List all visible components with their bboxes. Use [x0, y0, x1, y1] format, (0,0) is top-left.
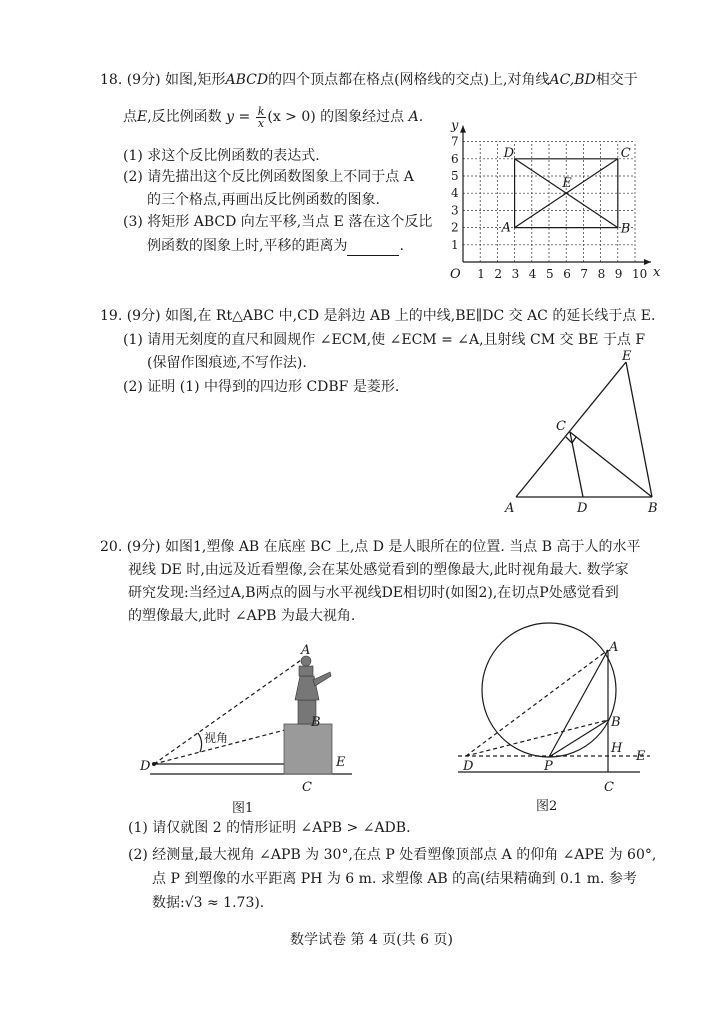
q19-stem-text: 如图,在 Rt△ABC 中,CD 是斜边 AB 上的中线,BE∥DC 交 AC 的延长线于点 E.	[165, 308, 656, 324]
label-P: P	[544, 759, 553, 774]
q18-frac-den: x	[257, 116, 265, 130]
y-tick-label: 2	[451, 220, 459, 235]
x-tick-label: 3	[511, 267, 520, 281]
q18-text: A.	[408, 109, 424, 125]
x-axis-label: x	[653, 265, 661, 280]
x-tick-label: 6	[563, 267, 571, 281]
label-B: B	[648, 501, 658, 516]
label-A: A	[609, 640, 619, 655]
segment-PB	[549, 720, 608, 757]
y-axis-label: y	[451, 118, 459, 134]
label-E: E	[622, 349, 632, 364]
y-tick-label: 7	[451, 134, 459, 149]
q20-stem-line2: 视线 DE 时,由远及近看塑像,会在某处感觉看到的塑像最大,此时视角最大. 数学家	[128, 562, 629, 578]
label-D: D	[140, 759, 151, 774]
q20-sub1: (1) 请仅就图 2 的情形证明 ∠APB > ∠ADB.	[128, 820, 411, 836]
q18-sub2-line2: 的三个格点,再画出反比例函数的图象.	[147, 192, 380, 208]
q18-text: 的图象经过点	[320, 109, 405, 125]
q18-condition: (x > 0)	[267, 109, 316, 125]
q19-sub1-line1: (1) 请用无刻度的直尺和圆规作 ∠ECM,使 ∠ECM = ∠A,且射线 CM 交 BE 于点 F	[123, 332, 646, 348]
label-C: C	[302, 780, 312, 795]
q18-text: AC,BD	[549, 72, 596, 88]
q18-text: 如图,矩形	[165, 72, 226, 88]
q18-frac-num: k	[257, 104, 265, 118]
q20-score: (9分)	[126, 539, 161, 555]
x-tick-label: 10	[632, 267, 648, 281]
label-B: B	[611, 715, 621, 730]
origin-label: O	[450, 267, 461, 282]
q18-text: 点	[123, 109, 137, 125]
point-label-D: D	[503, 145, 515, 161]
q20-stem-line4: 的塑像最大,此时 ∠APB 为最大视角.	[128, 608, 356, 624]
point-label-B: B	[620, 221, 631, 237]
label-E: E	[636, 749, 646, 764]
q18-text: E	[137, 109, 148, 125]
tangent-circle	[482, 623, 619, 757]
q18-text: .	[399, 238, 404, 254]
figure2-caption: 图2	[536, 799, 558, 814]
q19-score: (9分)	[126, 308, 161, 324]
x-tick-label: 9	[614, 267, 623, 281]
q18-text: ABCD	[225, 72, 269, 88]
label-A: A	[301, 643, 311, 658]
figure1-caption: 图1	[232, 801, 254, 816]
x-tick-label: 2	[494, 267, 503, 281]
point-label-E: E	[562, 176, 572, 192]
q18-text: ,反比例函数	[147, 109, 222, 125]
segment-PA	[549, 650, 608, 757]
q20-stem-line3: 研究发现:当经过A,B两点的圆与水平视线DE相切时(如图2),在切点P处感觉看到	[128, 585, 619, 601]
label-C: C	[604, 780, 614, 795]
q18-text: 的四个顶点都在格点(网格线的交点)上,对角线	[268, 72, 550, 88]
view-angle-label: 视角	[204, 731, 229, 745]
q19-number: 19.	[100, 308, 123, 324]
q18-sub2-line1: (2) 请先描出这个反比例函数图象上不同于点 A	[123, 169, 414, 185]
label-A: A	[505, 501, 515, 516]
y-tick-label: 1	[451, 237, 459, 252]
q19-sub2: (2) 证明 (1) 中得到的四边形 CDBF 是菱形.	[123, 379, 400, 395]
q20-text: 如图1,塑像 AB 在底座 BC 上,点 D 是人眼所在的位置. 当点 B 高于人的水平	[165, 539, 641, 555]
x-tick-label: 7	[580, 267, 589, 281]
label-C: C	[556, 419, 566, 434]
label-B: B	[311, 715, 321, 730]
page-footer: 数学试卷 第 4 页(共 6 页)	[290, 932, 453, 948]
point-label-C: C	[620, 145, 631, 161]
x-tick-label: 1	[477, 267, 485, 281]
y-tick-label: 4	[451, 186, 459, 201]
q20-number: 20.	[100, 539, 123, 555]
segment-DB	[466, 720, 608, 756]
q18-number: 18.	[100, 72, 123, 88]
point-label-A: A	[501, 220, 511, 236]
y-tick-label: 5	[451, 169, 459, 183]
q20-sub2-line1: (2) 经测量,最大视角 ∠APB 为 30°,在点 P 处看塑像顶部点 A 的仰角 ∠APE 为 60°,	[128, 847, 657, 863]
y-tick-label: 3	[451, 203, 459, 218]
label-D: D	[463, 759, 474, 774]
q20-sub2-line2: 点 P 到塑像的水平距离 PH 为 6 m. 求塑像 AB 的高(结果精确到 0.1 m. 参考	[152, 871, 637, 887]
q18-text: 例函数的图象上时,平移的距离为	[147, 238, 348, 254]
label-D: D	[577, 501, 588, 516]
q18-sub3-line1: (3) 将矩形 ABCD 向左平移,当点 E 落在这个反比	[123, 214, 433, 230]
q19-sub1-line2: (保留作图痕迹,不写作法).	[147, 355, 307, 371]
q18-sub1: (1) 求这个反比例函数的表达式.	[123, 148, 320, 164]
x-tick-label: 8	[597, 267, 606, 281]
q18-score: (9分)	[126, 72, 161, 88]
label-H: H	[611, 741, 623, 756]
segment-DA	[466, 650, 608, 756]
q18-function: y =	[226, 109, 251, 125]
y-tick-label: 6	[451, 151, 459, 166]
x-tick-label: 5	[546, 267, 554, 281]
q18-text: 相交于	[595, 72, 638, 88]
label-E: E	[336, 755, 346, 770]
q20-sub2-line3: 数据:√3 ≈ 1.73).	[152, 895, 265, 911]
x-tick-label: 4	[528, 267, 537, 281]
